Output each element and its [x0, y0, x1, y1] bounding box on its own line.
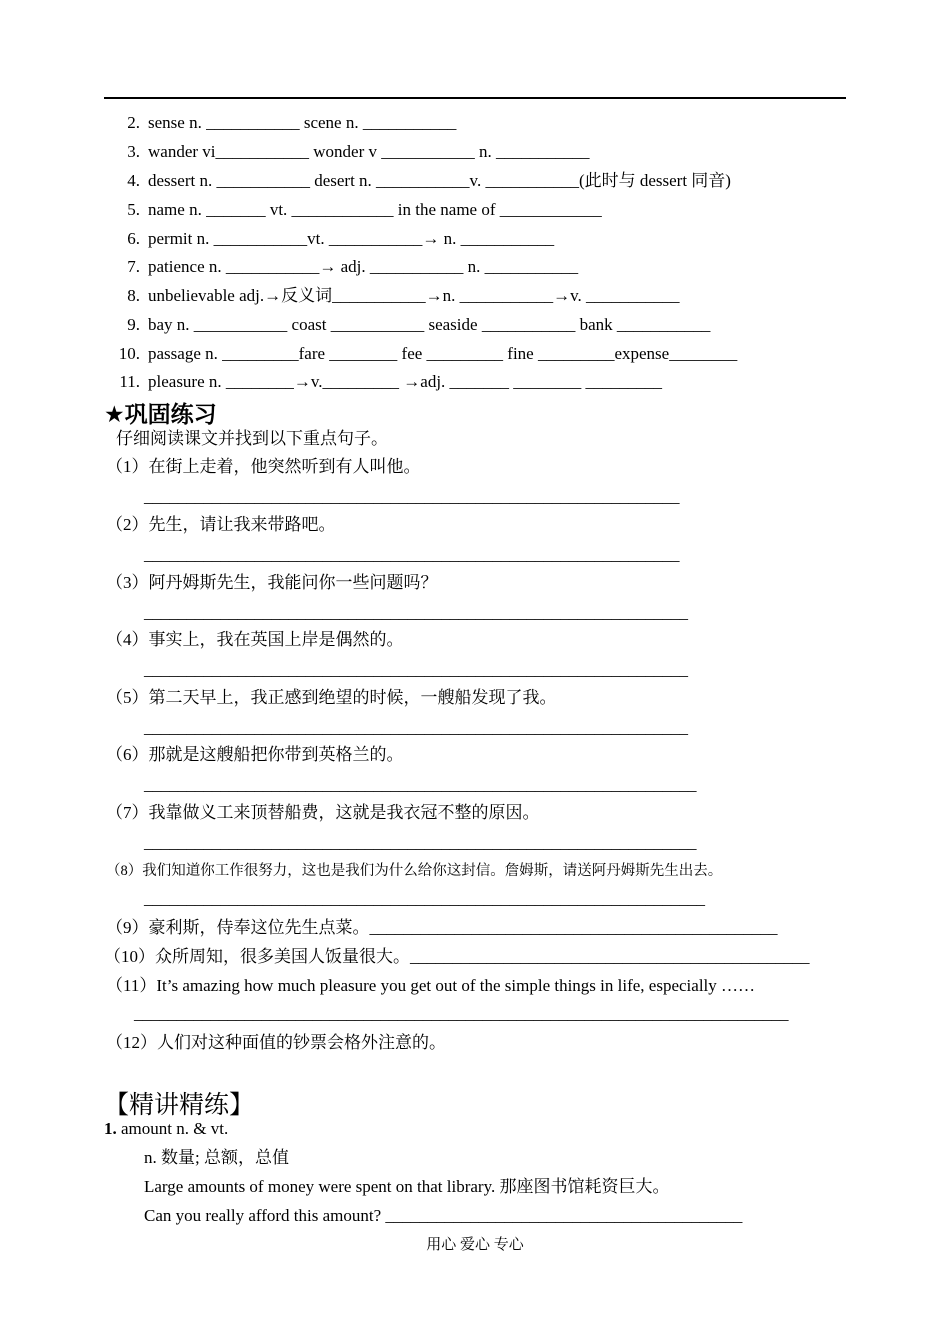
answer-line[interactable]: ________________________________________________________________	[144, 718, 688, 737]
page-footer: 用心 爱心 专心	[426, 1237, 524, 1253]
entry-header	[104, 1118, 228, 1140]
practice-item: （5）第二天早上，我正感到绝望的时候，一艘船发现了我。	[106, 688, 557, 707]
answer-line[interactable]: ________________________________________________	[369, 918, 778, 937]
answer-line[interactable]: _______________________________________________	[410, 947, 810, 966]
answer-line[interactable]: _______________________________________________________________	[144, 545, 680, 564]
practice-item: （3）阿丹姆斯先生，我能问你一些问题吗？	[106, 573, 438, 592]
practice-item: （9）豪利斯，侍奉这位先生点菜。________________________________________________	[106, 918, 778, 937]
entry-word: amount n. & vt.	[121, 1119, 229, 1138]
practice-item: （7）我靠做义工来顶替船费，这就是我衣冠不整的原因。	[106, 803, 540, 822]
answer-line[interactable]: _________________________________________________________________	[144, 833, 697, 852]
answer-line[interactable]: _____________________________________________________________________________	[134, 1004, 789, 1023]
answer-line[interactable]: _______________________________________________________________	[144, 487, 680, 506]
entry-meaning: n. 数量; 总额，总值	[144, 1148, 289, 1167]
lecture-title: 【精讲精练】	[104, 1090, 255, 1119]
practice-item: （4）事实上，我在英国上岸是偶然的。	[106, 630, 404, 649]
top-rule	[104, 97, 846, 99]
practice-item: （1）在街上走着，他突然听到有人叫他。	[106, 457, 421, 476]
example-sentence: Large amounts of money were spent on that library. 那座图书馆耗资巨大。	[144, 1177, 670, 1196]
answer-line[interactable]: __________________________________________________________________	[144, 889, 705, 908]
answer-line[interactable]: ________________________________________________________________	[144, 603, 688, 622]
practice-item: （8）我们知道你工作很努力，这也是我们为什么给你这封信。詹姆斯，请送阿丹姆斯先生出去。	[106, 863, 723, 879]
practice-item: （10）众所周知，很多美国人饭量很大。_______________________________________________	[104, 947, 810, 966]
practice-item: （12）人们对这种面值的钞票会格外注意的。	[106, 1033, 446, 1052]
practice-item: （11）It’s amazing how much pleasure you get out of the simple things in life, especially ……	[106, 976, 756, 995]
entry-number: 1.	[104, 1119, 117, 1138]
practice-title: ★巩固练习	[104, 402, 217, 428]
practice-item: （6）那就是这艘船把你带到英格兰的。	[106, 745, 404, 764]
answer-line[interactable]: _________________________________________________________________	[144, 775, 697, 794]
practice-instruction: 仔细阅读课文并找到以下重点句子。	[116, 429, 388, 448]
practice-item: （2）先生，请让我来带路吧。	[106, 515, 336, 534]
answer-line[interactable]: ________________________________________________________________	[144, 660, 688, 679]
answer-line[interactable]: __________________________________________	[385, 1206, 743, 1225]
example-sentence: Can you really afford this amount? __________________________________________	[144, 1206, 743, 1225]
